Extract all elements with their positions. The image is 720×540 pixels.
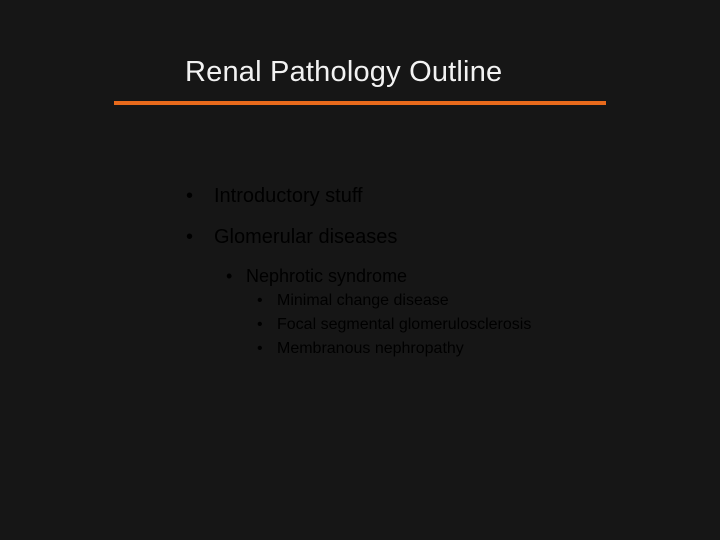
outline-item-membranous-nephropathy — [257, 340, 464, 358]
bullet-icon: • — [226, 266, 233, 286]
outline-item-nephrotic-syndrome — [226, 266, 407, 287]
outline-item-label: Membranous nephropathy — [277, 340, 464, 357]
outline-item-minimal-change-disease — [257, 292, 449, 310]
slide-title: Renal Pathology Outline — [185, 56, 503, 88]
outline-item-label: Focal segmental glomerulosclerosis — [277, 316, 532, 333]
outline-item-focal-segmental-glomerulosclerosis — [257, 316, 531, 334]
bullet-icon: • — [257, 316, 263, 333]
outline-item-label: Introductory stuff — [214, 185, 363, 207]
outline-item-glomerular-diseases — [186, 226, 397, 249]
bullet-icon: • — [257, 340, 263, 357]
bullet-icon: • — [257, 292, 263, 309]
bullet-icon: • — [186, 226, 194, 248]
title-underline — [114, 101, 606, 105]
outline-item-label: Glomerular diseases — [214, 226, 398, 248]
outline-item-introductory-stuff — [186, 185, 363, 208]
outline-item-label: Nephrotic syndrome — [246, 266, 408, 286]
bullet-icon: • — [186, 185, 194, 207]
outline-item-label: Minimal change disease — [277, 292, 449, 309]
